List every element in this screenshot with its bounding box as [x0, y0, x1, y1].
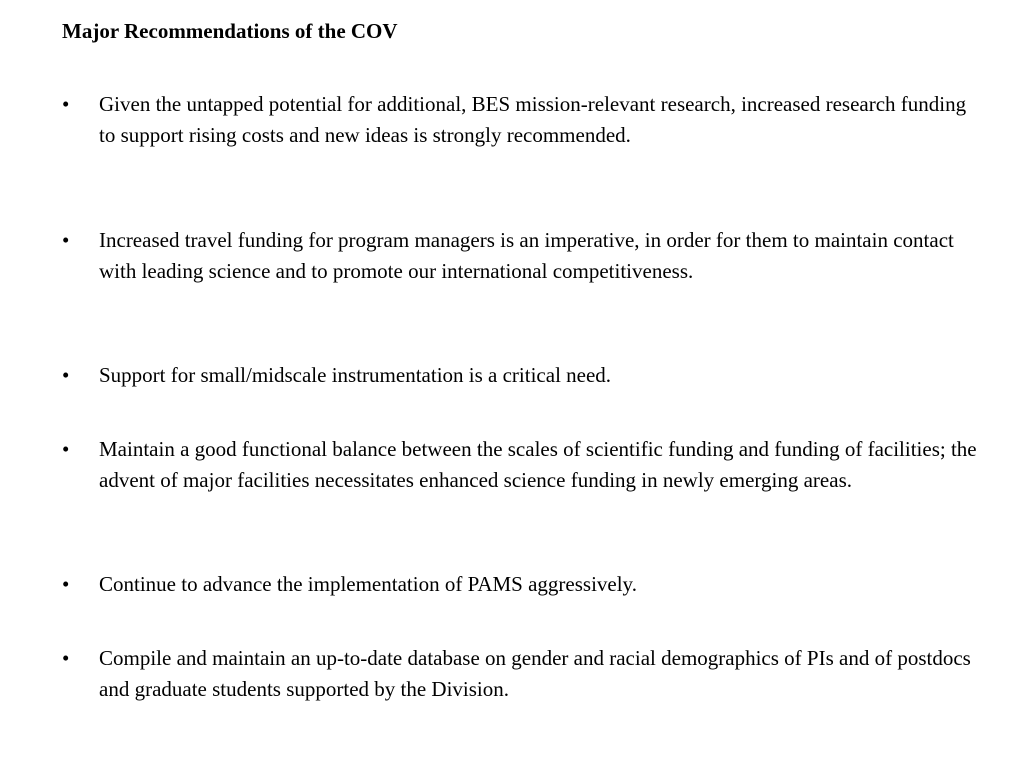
- bullet-icon: •: [62, 92, 70, 116]
- list-item-text: Continue to advance the implementation of PAMS aggressively.: [99, 572, 637, 596]
- bullet-icon: •: [62, 572, 70, 596]
- list-item-text: Increased travel funding for program managers is an imperative, in order for them to maintain contact with leading science and to promote our international competitiveness.: [99, 228, 954, 283]
- bullet-icon: •: [62, 228, 70, 252]
- page-title: Major Recommendations of the COV: [62, 19, 398, 43]
- list-item-text: Support for small/midscale instrumentation is a critical need.: [99, 363, 612, 387]
- list-item-text: Compile and maintain an up-to-date database on gender and racial demographics of PIs and of postdocs and graduate students supported by the Division.: [99, 646, 971, 701]
- list-item-text: Maintain a good functional balance between the scales of scientific funding and funding of facilities; the advent of major facilities necessitates enhanced science funding in newly emerging areas.: [99, 437, 977, 492]
- bullet-icon: •: [62, 363, 70, 387]
- bullet-icon: •: [62, 646, 70, 670]
- bullet-icon: •: [62, 437, 70, 461]
- list-item-text: Given the untapped potential for additional, BES mission-relevant research, increased research funding to support rising costs and new ideas is strongly recommended.: [99, 92, 967, 147]
